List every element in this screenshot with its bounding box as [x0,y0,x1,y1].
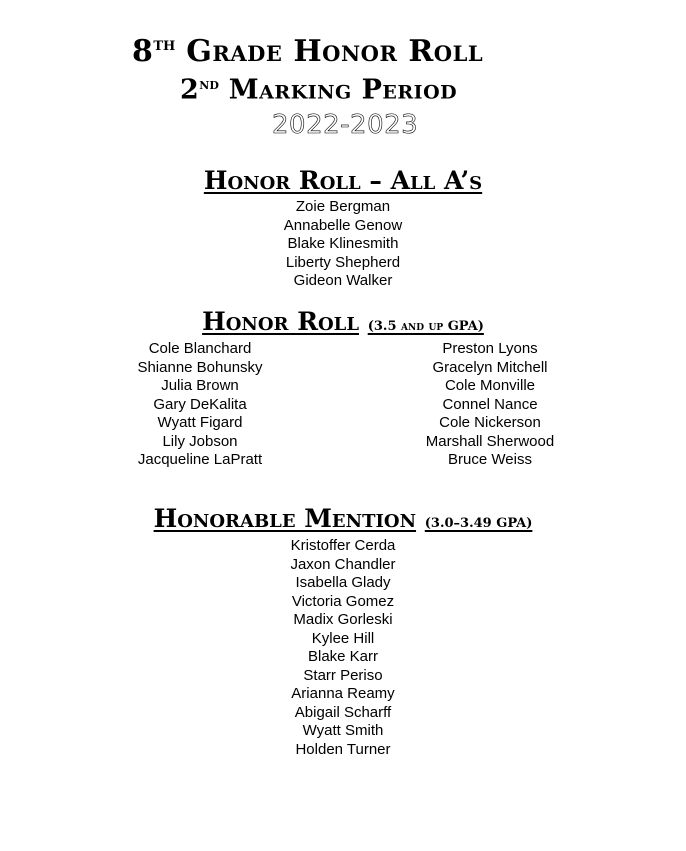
school-year: 2022-2023 [272,110,419,140]
student-name: Blake Karr [307,648,379,665]
student-name: Zoie Bergman [295,198,391,215]
student-name: Wyatt Smith [302,722,384,739]
student-name: Cole Blanchard [148,340,252,357]
student-name: Cole Nickerson [439,414,541,431]
student-name: Starr Periso [303,666,383,684]
all-as-list [243,198,443,291]
student-name: Wyatt Figard [157,414,243,431]
honor-roll-right-list [390,340,590,470]
title-grade-text: Grade Honor Roll [186,34,484,69]
honorable-mention-list [243,537,443,759]
title-grade-number: 8 [132,34,154,69]
student-name: Cole Monville [444,377,536,394]
student-name: Kristoffer Cerda [290,537,396,554]
all-as-heading-text: Honor Roll – All A’s [203,166,483,195]
honor-roll-gpa-range: (3.5 and up GPA) [367,319,484,334]
student-name: Arianna Reamy [291,685,395,702]
honor-roll-heading-text: Honor Roll [202,307,359,336]
student-name: Jacqueline LaPratt [137,451,263,468]
student-name: Marshall Sherwood [425,432,555,450]
student-name: Gary DeKalita [153,395,247,413]
student-name: Jaxon Chandler [290,555,396,573]
student-name: Lily Jobson [162,432,238,450]
page-subtitle [180,74,457,106]
student-name: Liberty Shepherd [285,253,401,271]
honorable-mention-gpa-range: (3.0–3.49 GPA) [424,516,533,531]
subtitle-period-number: 2 [180,74,200,106]
subtitle-period-suffix: nd [199,74,219,93]
student-name: Gracelyn Mitchell [432,358,548,376]
honorable-mention-heading-text: Honorable Mention [153,504,417,533]
title-grade-suffix: th [153,34,176,56]
student-name: Connel Nance [442,395,538,413]
student-name: Annabelle Genow [283,216,403,234]
student-name: Blake Klinesmith [287,235,399,252]
student-name: Holden Turner [295,740,391,758]
student-name: Preston Lyons [442,340,538,357]
student-name: Julia Brown [161,377,239,394]
page-title [132,34,483,69]
student-name: Isabella Glady [295,574,391,591]
all-as-heading [0,166,686,195]
student-name: Abigail Scharff [294,703,392,721]
student-name: Madix Gorleski [293,611,393,628]
student-name: Gideon Walker [293,272,393,289]
student-name: Kylee Hill [311,629,375,647]
student-name: Bruce Weiss [448,451,532,468]
honor-roll-left-list [100,340,300,470]
student-name: Shianne Bohunsky [137,358,263,376]
honorable-mention-heading [0,504,686,533]
student-name: Victoria Gomez [291,592,395,610]
honor-roll-heading [0,307,686,336]
subtitle-period-text: Marking Period [228,74,458,106]
